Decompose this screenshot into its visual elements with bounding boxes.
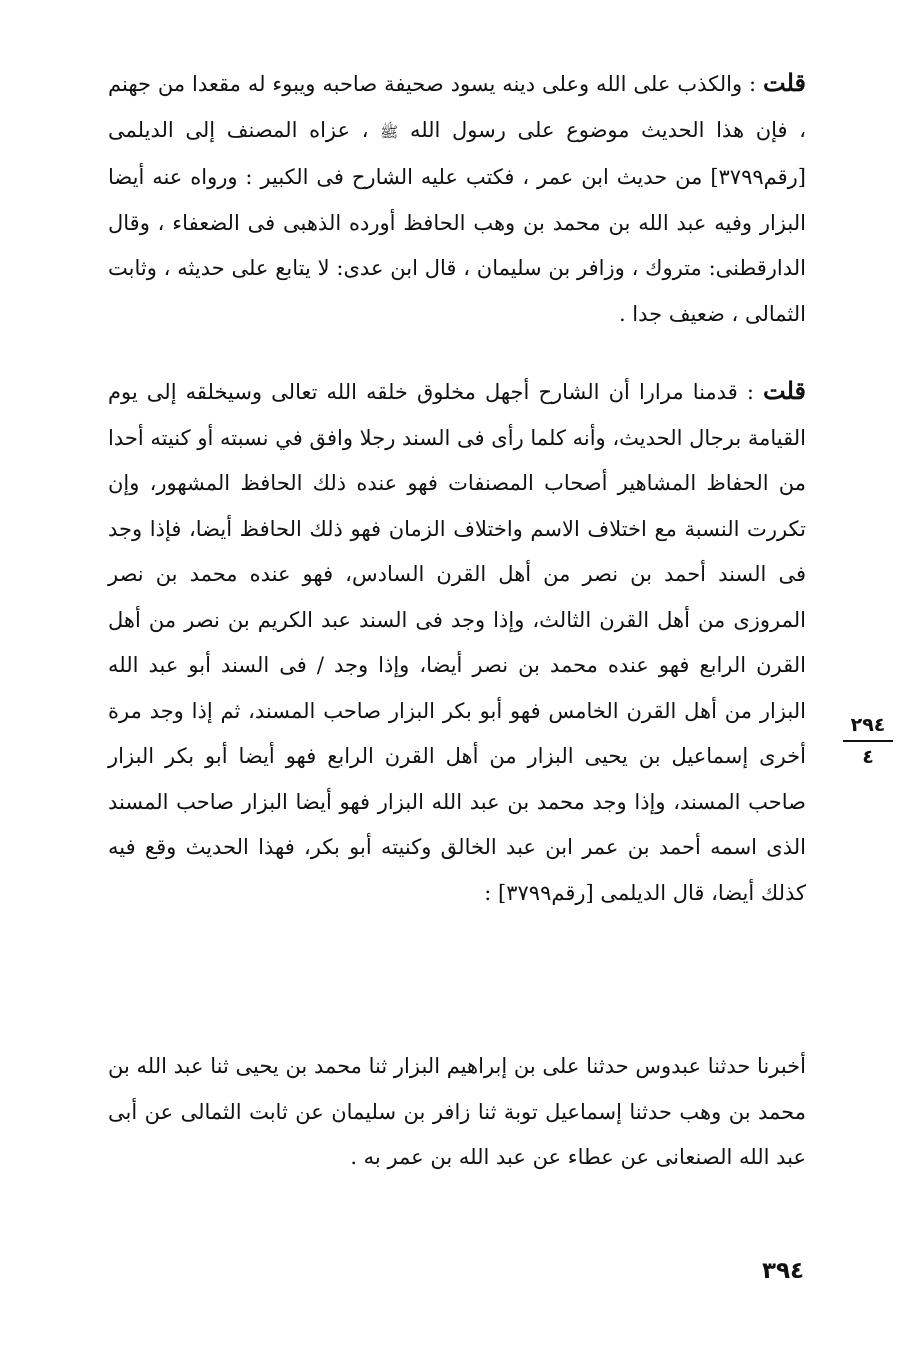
honorific-symbol: ﷺ — [380, 122, 399, 141]
paragraph-1-body: : والكذب على الله وعلى دينه يسود صحيفة صاحبه ويبوء له مقعدا من جهنم ، فإن هذا الحديث موضوع على رسول الله — [108, 72, 806, 142]
paragraph-3-text: أخبرنا حدثنا عبدوس حدثنا على بن إبراهيم البزار ثنا محمد بن يحيى ثنا عبد الله بن محمد بن وهب حدثنا إسماعيل توبة ثنا زافر بن سليمان عن ثابت الثمالى عن أبى عبد الله الصنعانى عن عطاء عن عبد الله بن عمر به . — [108, 1054, 806, 1169]
paragraph-2-body: : قدمنا مرارا أن الشارح أجهل مخلوق خلقه الله تعالى وسيخلقه إلى يوم القيامة برجال الحديث، وأنه كلما رأى فى السند رجلا وافق في نسبته أو كنيته أحدا من الحفاظ المشاهير أصحاب المصنفات فهو عنده ذلك الحافظ المشهور، وإن تكررت النسبة مع اختلاف الاسم واختلاف الزمان فهو ذلك الحافظ أيضا، فإذا وجد فى السند أحمد بن نصر من أهل القرن السادس، فهو عنده محمد بن نصر المروزى من أهل القرن الثالث، وإذا وجد فى السند عبد الكريم بن نصر من أهل القرن الرابع فهو عنده محمد بن نصر أيضا، وإذا وجد / فى السند أبو عبد الله البزار من أهل القرن الخامس فهو أبو بكر البزار صاحب المسند، ثم إذا وجد مرة أخرى إسماعيل بن يحيى البزار من أهل القرن الرابع فهو أيضا أبو بكر البزار صاحب المسند، وإذا وجد محمد بن عبد الله البزار فهو أيضا البزار صاحب المسند الذى اسمه أحمد بن عمر ابن عبد الخالق وكنيته أبو بكر، فهذا الحديث وقع فيه كذلك أيضا، قال الديلمى [رقم٣٧٩٩] : — [108, 380, 806, 905]
paragraph-1-text — [108, 60, 806, 337]
margin-divider — [843, 740, 893, 742]
margin-volume-number: ٤ — [862, 746, 874, 768]
margin-page-reference — [840, 712, 896, 770]
keyword-qultu: قلت — [763, 376, 806, 405]
paragraph-2-text — [108, 368, 806, 916]
paragraph-3 — [108, 1044, 806, 1181]
margin-page-number: ٢٩٤ — [850, 714, 886, 736]
page-number: ٣٩٤ — [761, 1258, 805, 1284]
paragraph-1-body-continued: ، عزاه المصنف إلى الديلمى [رقم٣٧٩٩] من حديث ابن عمر ، فكتب عليه الشارح فى الكبير : ورواه عنه أيضا البزار وفيه عبد الله بن محمد بن وهب الحافظ أورده الذهبى فى الضعفاء ، وقال الدارقطنى: متروك ، وزافر بن سليمان ، قال ابن عدى: لا يتابع على حديثه ، وثابت الثمالى ، ضعيف جدا . — [108, 117, 806, 326]
paragraph-2 — [108, 368, 806, 916]
keyword-qultu: قلت — [763, 68, 806, 97]
paragraph-1 — [108, 60, 806, 337]
